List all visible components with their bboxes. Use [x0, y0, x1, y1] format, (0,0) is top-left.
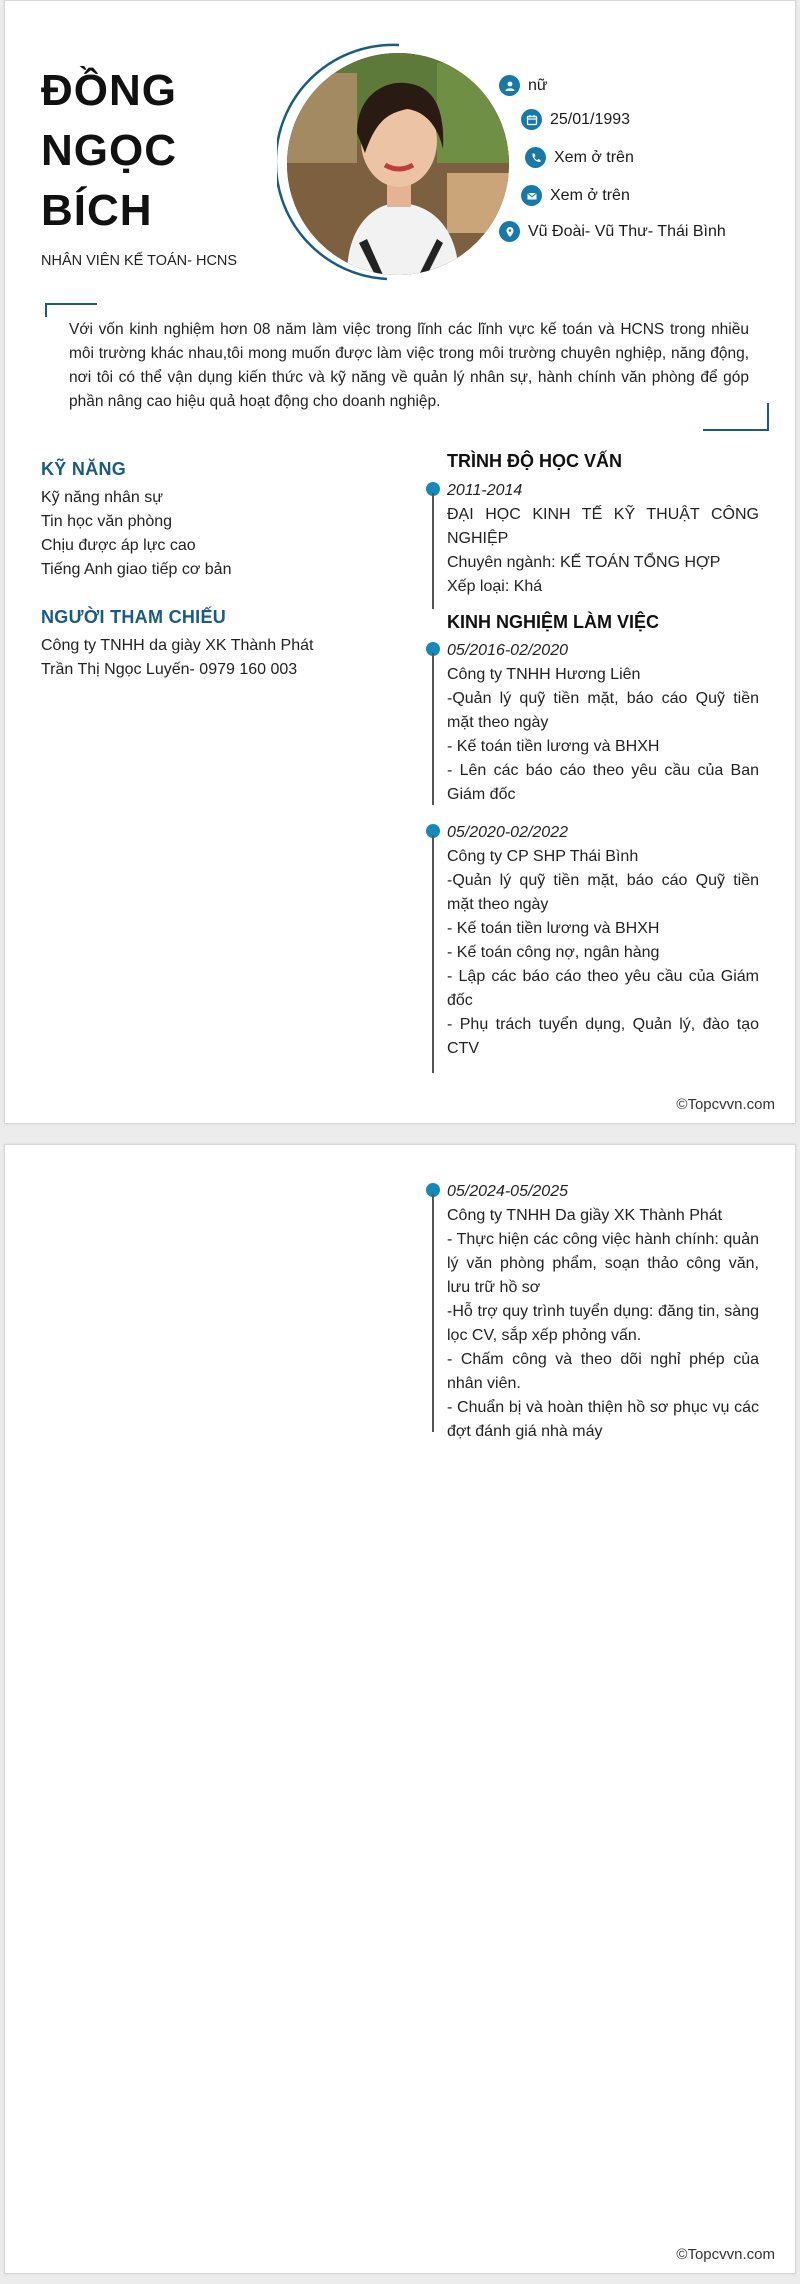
experience-duty: - Phụ trách tuyển dụng, Quản lý, đào tạo CTV — [447, 1016, 759, 1057]
experience-duty: - Thực hiện các công việc hành chính: quản lý văn phòng phẩm, soạn thảo công văn, lưu trữ hồ sơ — [447, 1231, 759, 1296]
contact-birthdate — [521, 109, 630, 130]
profile-photo-frame — [277, 43, 497, 283]
profile-photo — [287, 53, 509, 275]
location-icon — [499, 221, 520, 242]
full-name-line-1: ĐỒNG — [41, 66, 177, 115]
contact-phone — [525, 147, 634, 168]
skill-item: Kỹ năng nhân sự — [41, 489, 163, 506]
experience-duty: - Lên các báo cáo theo yêu cầu của Ban Giám đốc — [447, 762, 759, 803]
skill-item: Chịu được áp lực cao — [41, 537, 196, 554]
experience-company: Công ty TNHH Hương Liên — [447, 666, 641, 683]
skill-item: Tiếng Anh giao tiếp cơ bản — [41, 561, 232, 578]
timeline-line — [432, 835, 434, 1073]
phone-value[interactable]: Xem ở trên — [554, 148, 634, 166]
reference-item: Trần Thị Ngọc Luyến- 0979 160 003 — [41, 661, 298, 678]
corner-decoration-top-left — [45, 303, 97, 317]
corner-decoration-bottom-right — [703, 403, 769, 431]
contact-email — [521, 185, 630, 206]
experience-title: KINH NGHIỆM LÀM VIỆC — [447, 612, 660, 632]
education-title: TRÌNH ĐỘ HỌC VẤN — [447, 451, 622, 471]
timeline-line — [432, 493, 434, 609]
experience-date: 05/2020-02/2022 — [447, 824, 568, 841]
experience-duty: - Lập các báo cáo theo yêu cầu của Giám đốc — [447, 968, 759, 1009]
user-icon — [499, 75, 520, 96]
education-school: ĐẠI HỌC KINH TẾ KỸ THUẬT CÔNG NGHIỆP — [447, 506, 759, 547]
skill-item: Tin học văn phòng — [41, 513, 173, 530]
education-entry — [447, 479, 759, 599]
full-name-line-2: NGỌC — [41, 126, 177, 175]
experience-date: 05/2016-02/2020 — [447, 642, 568, 659]
phone-icon — [525, 147, 546, 168]
email-icon — [521, 185, 542, 206]
summary-text: Với vốn kinh nghiệm hơn 08 năm làm việc trong lĩnh các lĩnh vực kế toán và HCNS trong nhiều môi trường khác nhau,tôi mong muốn được làm việc trong môi trường chuyên nghiệp, năng động, nơi tôi có thể vận dụng kiến thức và kỹ năng về quản lý nhân sự, hành chính văn phòng để góp phần nâng cao hiệu quả hoạt động cho doanh nghiệp. — [69, 321, 749, 410]
contact-address — [499, 221, 726, 242]
experience-date: 05/2024-05/2025 — [447, 1183, 568, 1200]
experience-company: Công ty CP SHP Thái Bình — [447, 848, 639, 865]
timeline-line — [432, 653, 434, 805]
name-block — [41, 61, 281, 269]
full-name-line-3: BÍCH — [41, 186, 153, 235]
watermark: ©Topcvvn.com — [676, 2246, 775, 2263]
job-title: NHÂN VIÊN KẾ TOÁN- HCNS — [41, 253, 238, 269]
calendar-icon — [521, 109, 542, 130]
experience-duty: -Quản lý quỹ tiền mặt, báo cáo Quỹ tiền mặt theo ngày — [447, 690, 759, 731]
experience-duty: - Kế toán công nợ, ngân hàng — [447, 944, 660, 961]
contact-gender — [499, 75, 548, 96]
skills-title: KỸ NĂNG — [41, 459, 127, 479]
experience-duty: - Chấm công và theo dõi nghỉ phép của nhân viên. — [447, 1351, 759, 1392]
experience-duty: -Hỗ trợ quy trình tuyển dụng: đăng tin, sàng lọc CV, sắp xếp phỏng vấn. — [447, 1303, 759, 1344]
experience-duty: - Kế toán tiền lương và BHXH — [447, 920, 660, 937]
reference-item: Công ty TNHH da giày XK Thành Phát — [41, 637, 314, 654]
email-value[interactable]: Xem ở trên — [550, 186, 630, 204]
experience-entry — [447, 639, 759, 807]
references-title: NGƯỜI THAM CHIẾU — [41, 607, 227, 627]
education-grade: Xếp loại: Khá — [447, 578, 543, 595]
watermark: ©Topcvvn.com — [676, 1096, 775, 1113]
experience-company: Công ty TNHH Da giầy XK Thành Phát — [447, 1207, 723, 1224]
education-major: Chuyên ngành: KẾ TOÁN TỔNG HỢP — [447, 554, 721, 571]
gender-value: nữ — [528, 76, 548, 94]
birthdate-value: 25/01/1993 — [550, 110, 631, 128]
references-list — [41, 634, 401, 682]
cv-page-2 — [4, 1144, 796, 2274]
experience-duty: - Kế toán tiền lương và BHXH — [447, 738, 660, 755]
education-date: 2011-2014 — [447, 482, 523, 499]
experience-duty: -Quản lý quỹ tiền mặt, báo cáo Quỹ tiền mặt theo ngày — [447, 872, 759, 913]
timeline-line — [432, 1194, 434, 1432]
experience-duty: - Chuẩn bị và hoàn thiện hồ sơ phục vụ các đợt đánh giá nhà máy — [447, 1399, 759, 1440]
experience-entry — [447, 1180, 759, 1444]
experience-entry — [447, 821, 759, 1061]
skills-list — [41, 486, 401, 582]
address-value: Vũ Đoài- Vũ Thư- Thái Bình — [528, 222, 726, 240]
career-summary — [45, 303, 769, 431]
cv-page-1 — [4, 0, 796, 1124]
